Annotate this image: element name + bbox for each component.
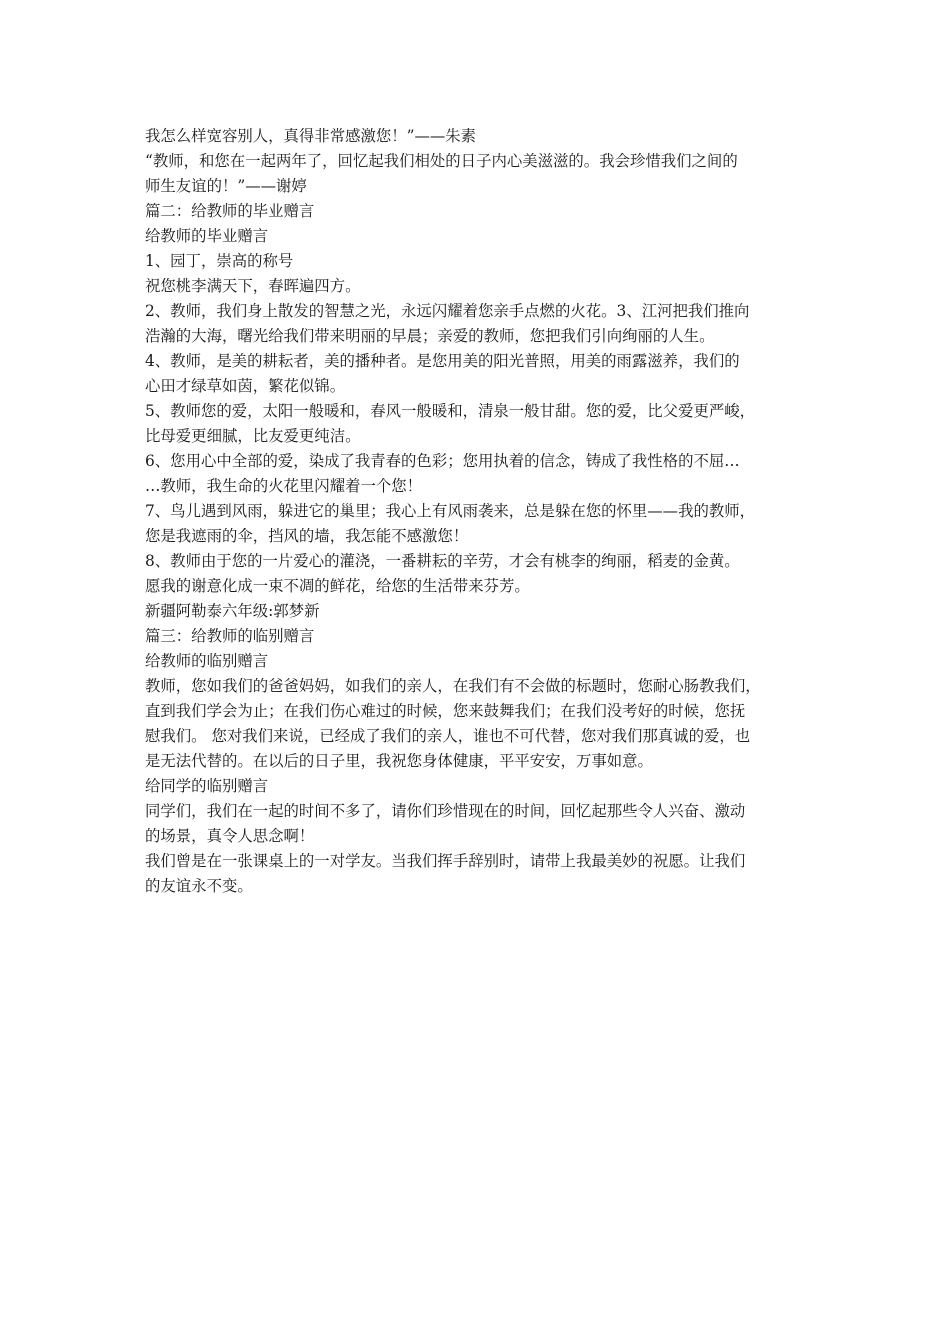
text-line: 5、教师您的爱，太阳一般暖和，春风一般暖和，清泉一般甘甜。您的爱，比父爱更严峻，	[145, 402, 756, 420]
text-line: 的友谊永不变。	[145, 877, 253, 895]
text-line: 2、教师，我们身上散发的智慧之光，永远闪耀着您亲手点燃的火花。3、江河把我们推向	[145, 302, 750, 320]
text-line: “教师，和您在一起两年了，回忆起我们相处的日子内心美滋滋的。我会珍惜我们之间的	[145, 152, 738, 170]
subsection-heading: 给同学的临别赠言	[145, 777, 269, 795]
text-line: 心田才绿草如茵，繁花似锦。	[145, 377, 346, 395]
text-line: 慰我们。 您对我们来说，已经成了我们的亲人，谁也不可代替，您对我们那真诚的爱，也	[145, 727, 751, 745]
text-line: …教师，我生命的火花里闪耀着一个您！	[145, 477, 423, 495]
text-line: 直到我们学会为止；在我们伤心难过的时候，您来鼓舞我们；在我们没考好的时候，您抚	[145, 702, 746, 720]
text-line: 是无法代替的。在以后的日子里，我祝您身体健康，平平安安，万事如意。	[145, 752, 653, 770]
section-heading: 篇三：给教师的临别赠言	[145, 627, 315, 645]
text-line: 1、园丁，崇高的称号	[145, 252, 294, 270]
subsection-heading: 给教师的临别赠言	[145, 652, 269, 670]
section-heading: 篇二：给教师的毕业赠言	[145, 202, 315, 220]
text-line: 我怎么样宽容别人，真得非常感激您！”——朱素	[145, 127, 477, 145]
document-body	[145, 124, 825, 899]
text-line: 祝您桃李满天下，春晖遍四方。	[145, 277, 361, 295]
text-line: 您是我遮雨的伞，挡风的墙，我怎能不感激您！	[145, 527, 469, 545]
text-line: 同学们，我们在一起的时间不多了，请你们珍惜现在的时间，回忆起那些令人兴奋、激动	[145, 802, 746, 820]
text-line: 比母爱更细腻，比友爱更纯洁。	[145, 427, 361, 445]
text-line: 的场景，真令人思念啊！	[145, 827, 315, 845]
subsection-heading: 给教师的毕业赠言	[145, 227, 269, 245]
author-line: 新疆阿勒泰六年级:郭梦新	[145, 602, 320, 620]
text-line: 浩瀚的大海，曙光给我们带来明丽的早晨；亲爱的教师，您把我们引向绚丽的人生。	[145, 327, 715, 345]
text-line: 6、您用心中全部的爱，染成了我青春的色彩；您用执着的信念，铸成了我性格的不屈…	[145, 452, 740, 470]
text-line: 7、鸟儿遇到风雨，躲进它的巢里；我心上有风雨袭来，总是躲在您的怀里——我的教师，	[145, 502, 756, 520]
text-line: 师生友谊的！”——谢婷	[145, 177, 307, 195]
text-line: 4、教师，是美的耕耘者，美的播种者。是您用美的阳光普照，用美的雨露滋养，我们的	[145, 352, 740, 370]
text-line: 教师，您如我们的爸爸妈妈，如我们的亲人，在我们有不会做的标题时，您耐心肠教我们，	[145, 677, 761, 695]
text-line: 愿我的谢意化成一束不凋的鲜花，给您的生活带来芬芳。	[145, 577, 530, 595]
text-line: 8、教师由于您的一片爱心的灌浇，一番耕耘的辛劳，才会有桃李的绚丽，稻麦的金黄。	[145, 552, 740, 570]
text-line: 我们曾是在一张课桌上的一对学友。当我们挥手辞别时，请带上我最美妙的祝愿。让我们	[145, 852, 746, 870]
